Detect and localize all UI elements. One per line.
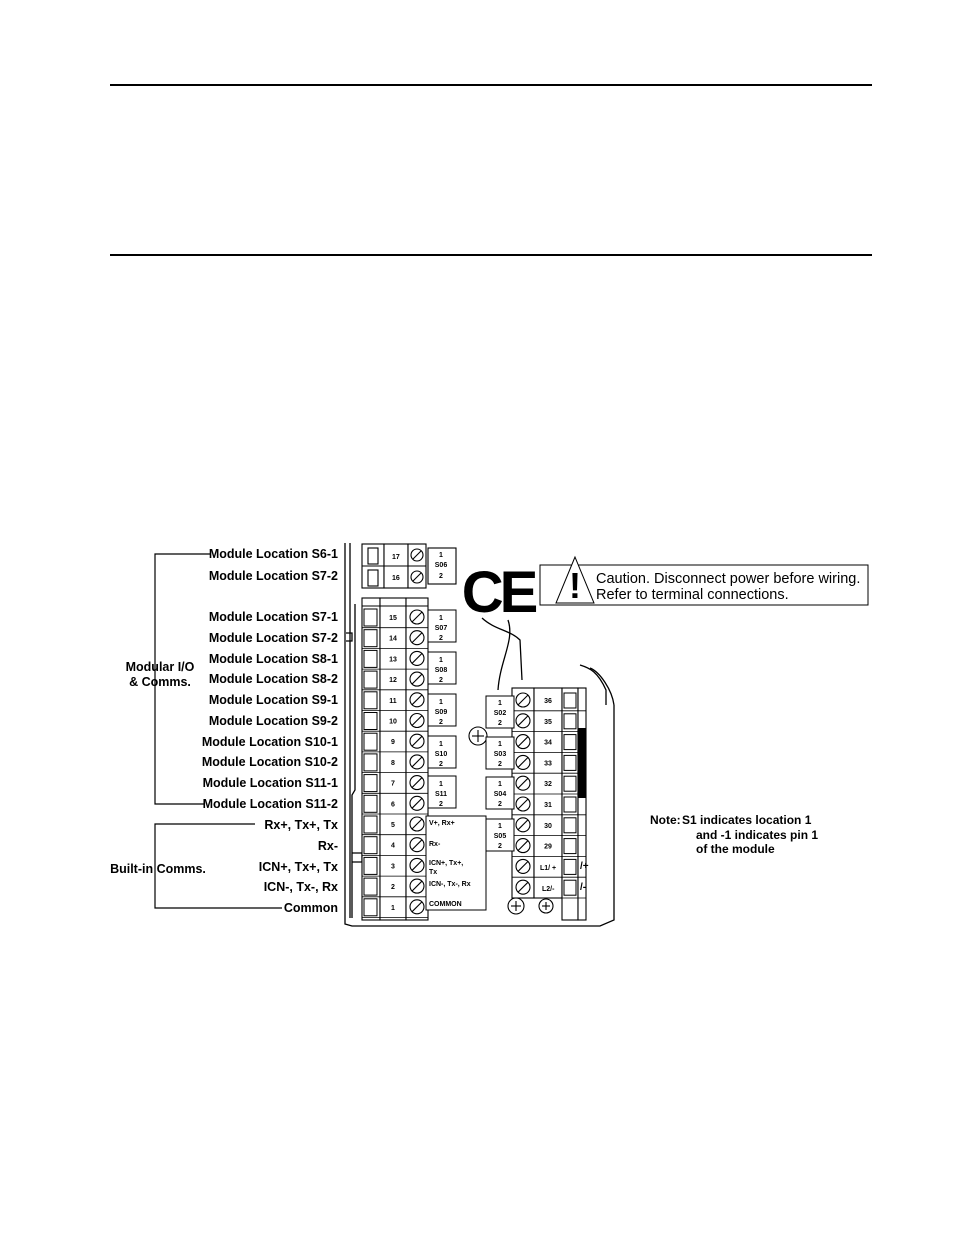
- pin-label: 15: [389, 615, 397, 622]
- pin-label: 36: [544, 698, 552, 705]
- module-s07-pin1: 1: [439, 615, 443, 622]
- module-s05-pin1: 1: [498, 823, 502, 830]
- terminal-clamp: [564, 859, 576, 874]
- pin-label: 30: [544, 822, 552, 830]
- pin-label: 10: [389, 718, 397, 726]
- terminal-clamp: [364, 816, 377, 833]
- terminal-clamp: [364, 878, 377, 895]
- label-s7-2: Module Location S7-2: [208, 631, 338, 645]
- module-s07-id: S07: [434, 625, 448, 632]
- module-s07-pin2: 2: [439, 635, 443, 642]
- label-rx-minus: Rx-: [317, 839, 338, 853]
- label-rx-plus: Rx+, Tx+, Tx: [264, 818, 338, 832]
- label-s10-2: Module Location S10-2: [201, 755, 338, 769]
- power-side-minus: /-: [580, 882, 587, 893]
- pin-label: 4: [391, 842, 395, 850]
- pin-label: 13: [389, 656, 397, 664]
- pin-label: 6: [391, 801, 395, 809]
- label-icn-plus: ICN+, Tx+, Tx: [258, 860, 338, 874]
- note-line-1: S1 indicates location 1: [682, 813, 812, 827]
- terminal-clamp: [564, 735, 576, 750]
- note-line-2: and -1 indicates pin 1: [696, 828, 819, 842]
- label-icn-minus: ICN-, Tx-, Rx: [263, 880, 338, 894]
- builtin-term-vplus: V+, Rx+: [429, 820, 455, 827]
- terminal-clamp: [564, 818, 576, 833]
- builtin-term-rxminus: Rx-: [429, 841, 441, 848]
- terminal-clamp: [364, 650, 377, 667]
- caution-line-1: Caution. Disconnect power before wiring.: [596, 571, 861, 587]
- module-s08-pin1: 1: [439, 657, 443, 664]
- module-s03-pin1: 1: [498, 741, 502, 748]
- module-s04-pin2: 2: [498, 801, 502, 808]
- pin-label: 1: [391, 904, 395, 912]
- pin-label: 12: [389, 677, 397, 685]
- power-term-l2: L2/-: [542, 886, 555, 893]
- terminal-clamp: [364, 837, 377, 854]
- label-s6-1: Module Location S6-1: [208, 547, 338, 561]
- pin-label: 7: [391, 780, 395, 788]
- terminal-clamp: [364, 754, 377, 771]
- ground-screw-icon: [508, 898, 553, 914]
- module-s10-pin1: 1: [439, 741, 443, 748]
- terminal-clamp: [564, 880, 576, 895]
- label-s9-2: Module Location S9-2: [208, 714, 338, 728]
- pin-16: 16: [392, 575, 400, 582]
- pin-label: 32: [544, 781, 552, 789]
- module-s02-id: S02: [493, 710, 507, 717]
- pin-label: 9: [391, 739, 395, 747]
- module-s09-pin1: 1: [439, 699, 443, 706]
- module-s11-pin1: 1: [439, 781, 443, 788]
- module-s11-id: S11: [434, 791, 448, 798]
- note-prefix: Note:: [650, 813, 681, 827]
- label-s11-2: Module Location S11-2: [202, 797, 338, 811]
- terminal-clamp: [564, 693, 576, 708]
- caution-line-2: Refer to terminal connections.: [596, 587, 789, 603]
- builtin-term-tx: Tx: [429, 869, 438, 876]
- module-s09-id: S09: [434, 709, 448, 716]
- terminal-clamp: [364, 713, 377, 730]
- terminal-clamp: [564, 797, 576, 812]
- pin-label: 33: [544, 760, 552, 768]
- pin-label: 2: [391, 884, 395, 892]
- terminal-clamp: [364, 857, 377, 874]
- terminal-clamp: [564, 714, 576, 729]
- module-s08-id: S08: [434, 667, 448, 674]
- modular-group-label-1: Modular I/O: [125, 660, 195, 674]
- label-s8-2: Module Location S8-2: [208, 672, 338, 686]
- module-s02-pin2: 2: [498, 720, 502, 727]
- pin-label: 11: [389, 697, 397, 705]
- pin-label: 8: [391, 759, 395, 767]
- terminal-clamp: [364, 775, 377, 792]
- terminal-clamp: [564, 755, 576, 770]
- builtin-group-label: Built-in Comms.: [110, 862, 206, 876]
- terminal-clamp: [364, 630, 377, 647]
- pin-label: 34: [544, 739, 552, 747]
- label-s9-1: Module Location S9-1: [208, 693, 338, 707]
- module-s04-id: S04: [493, 791, 507, 798]
- ce-mark: CE: [461, 560, 535, 625]
- pin-label: 5: [391, 822, 395, 829]
- builtin-term-common: COMMON: [429, 901, 462, 908]
- module-s10-id: S10: [434, 751, 448, 758]
- caution-warning-icon: !: [569, 565, 581, 606]
- connection-labels: [202, 547, 338, 915]
- pin-label: 29: [544, 843, 552, 851]
- black-stripe: [578, 728, 586, 798]
- module-s06-id: S06: [434, 562, 448, 569]
- terminal-clamp: [564, 839, 576, 854]
- module-s05-id: S05: [493, 833, 507, 840]
- label-s7-1: Module Location S7-1: [208, 610, 338, 624]
- pin-label: 35: [544, 718, 552, 726]
- module-s03-pin2: 2: [498, 761, 502, 768]
- terminal-clamp: [364, 609, 377, 626]
- terminal-clamp: [364, 733, 377, 750]
- pin-label: 3: [391, 863, 395, 871]
- module-s08-pin2: 2: [439, 677, 443, 684]
- mounting-screw-icon: [469, 727, 487, 745]
- module-s10-pin2: 2: [439, 761, 443, 768]
- power-side-plus: /+: [580, 861, 589, 872]
- terminal-clamp: [364, 795, 377, 812]
- pin-label: 31: [544, 802, 552, 809]
- module-s06-pin2: 2: [439, 573, 443, 580]
- label-s8-1: Module Location S8-1: [208, 652, 338, 666]
- module-s05-pin2: 2: [498, 843, 502, 850]
- pin-label: 14: [389, 635, 397, 643]
- label-s7-2-top: Module Location S7-2: [208, 569, 338, 583]
- terminal-clamp: [364, 692, 377, 709]
- terminal-clamp: [364, 671, 377, 688]
- pin-17: 17: [392, 554, 400, 561]
- builtin-term-icnplus: ICN+, Tx+,: [429, 860, 464, 867]
- label-s11-1: Module Location S11-1: [202, 776, 338, 790]
- power-term-l1: L1/ +: [540, 865, 557, 872]
- note-line-3: of the module: [696, 842, 775, 856]
- module-s03-id: S03: [493, 751, 507, 758]
- module-s04-pin1: 1: [498, 781, 502, 788]
- label-common: Common: [283, 901, 338, 915]
- builtin-term-icnminus: ICN-, Tx-, Rx: [429, 881, 471, 888]
- terminal-clamp: [364, 899, 377, 916]
- terminal-clamp: [564, 776, 576, 791]
- modular-group-label-2: & Comms.: [129, 675, 191, 689]
- module-s06-pin1: 1: [439, 552, 443, 559]
- module-s11-pin2: 2: [439, 801, 443, 808]
- module-s09-pin2: 2: [439, 719, 443, 726]
- module-s02-pin1: 1: [498, 700, 502, 707]
- label-s10-1: Module Location S10-1: [201, 735, 338, 749]
